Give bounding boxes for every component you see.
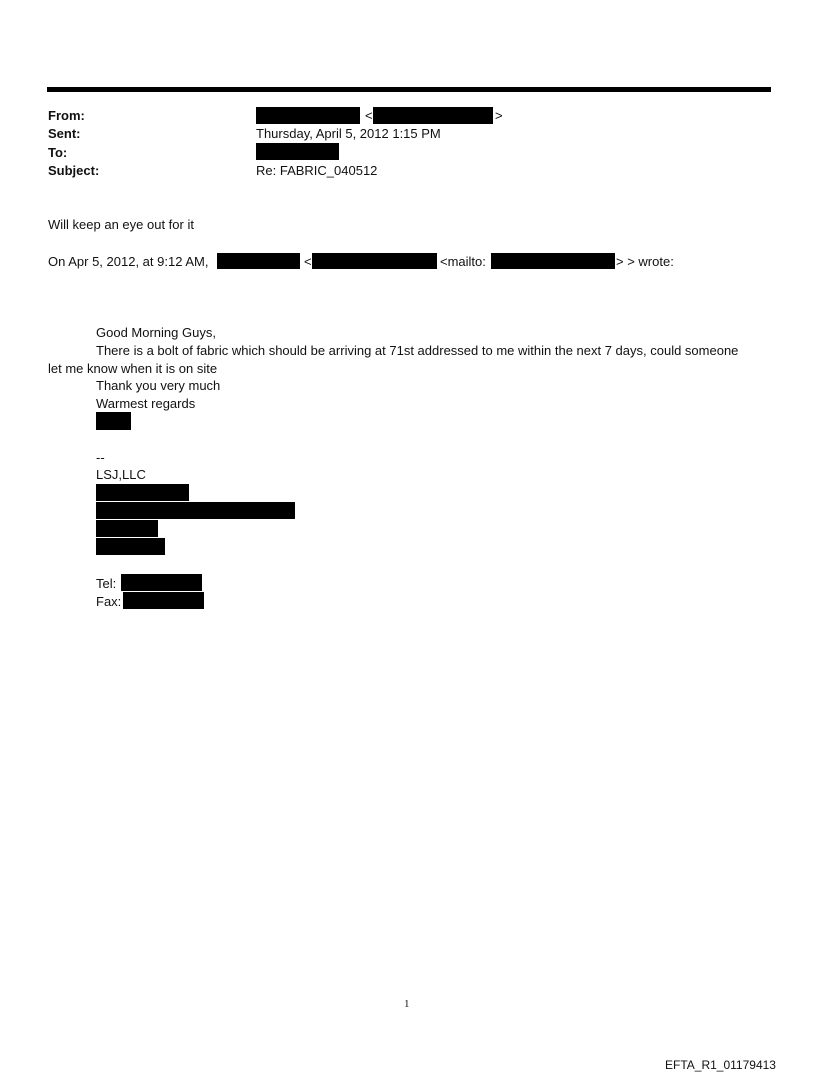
from-lt: < <box>365 108 373 123</box>
redaction-quote-email <box>312 253 437 269</box>
redaction-address-3 <box>96 520 158 537</box>
redaction-quote-mailto <box>491 253 615 269</box>
quote-lt: < <box>304 254 312 269</box>
redaction-to <box>256 143 339 160</box>
reply-line: Will keep an eye out for it <box>48 217 194 232</box>
tel-label: Tel: <box>96 576 117 591</box>
redaction-address-1 <box>96 484 189 501</box>
subject-label: Subject: <box>48 163 100 178</box>
para-line-2: let me know when it is on site <box>48 361 218 376</box>
quote-mailto: <mailto: <box>440 254 486 269</box>
thanks-line: Thank you very much <box>96 378 221 393</box>
redaction-from-name <box>256 107 360 124</box>
redaction-signature-name <box>96 412 131 430</box>
greeting: Good Morning Guys, <box>96 325 216 340</box>
redaction-address-4 <box>96 538 165 555</box>
header-rule <box>47 87 771 92</box>
fax-label: Fax: <box>96 594 122 609</box>
document-id: EFTA_R1_01179413 <box>665 1058 776 1072</box>
sent-value: Thursday, April 5, 2012 1:15 PM <box>256 126 441 141</box>
sent-label: Sent: <box>48 126 81 141</box>
company-name: LSJ,LLC <box>96 467 146 482</box>
regards-line: Warmest regards <box>96 396 196 411</box>
quote-prefix: On Apr 5, 2012, at 9:12 AM, <box>48 254 209 269</box>
redaction-fax <box>123 592 204 609</box>
from-gt: > <box>495 108 503 123</box>
redaction-from-email <box>373 107 493 124</box>
quote-suffix: > > wrote: <box>616 254 674 269</box>
subject-value: Re: FABRIC_040512 <box>256 163 378 178</box>
to-label: To: <box>48 145 68 160</box>
redaction-tel <box>121 574 202 591</box>
para-line-1: There is a bolt of fabric which should be arriving at 71st addressed to me within the next 7 days, could someone <box>96 343 739 358</box>
redaction-address-2 <box>96 502 295 519</box>
page-number: 1 <box>404 998 410 1010</box>
from-label: From: <box>48 108 85 123</box>
signature-dashes: -- <box>96 450 105 465</box>
redaction-quote-name <box>217 253 300 269</box>
